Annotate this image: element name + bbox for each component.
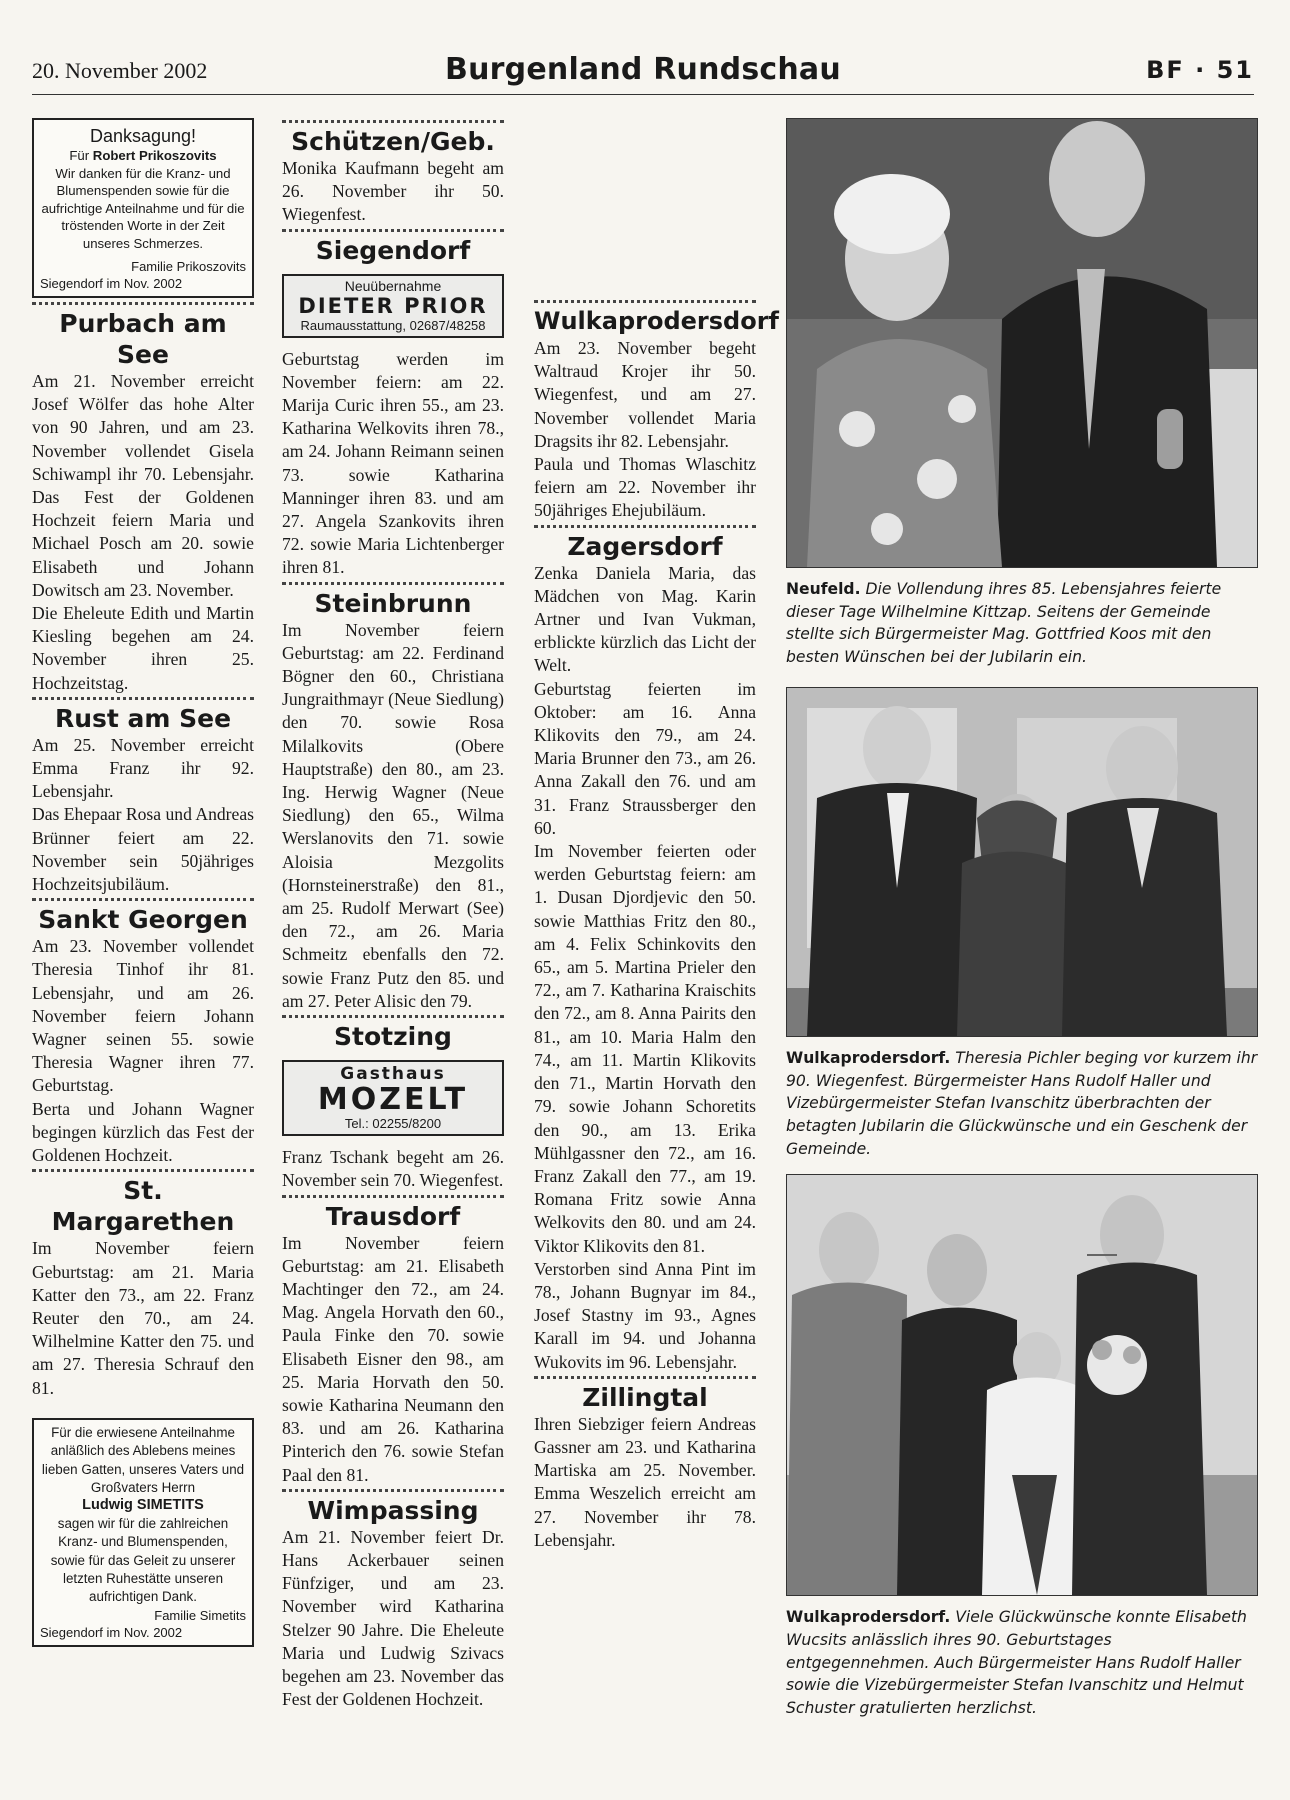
ad-line-2: Tel.: 02255/8200 bbox=[344, 1116, 442, 1132]
text-rust-2: Das Ehepaar Rosa und Andreas Brünner feiert am 22. November sein 50jähriges Hochzeitsjubiläum. bbox=[32, 804, 254, 895]
text-zagersdorf-4: Verstorben sind Anna Pint im 78., Johann Bugnyar im 84., Josef Stastny im 93., Agnes Karall im 94. und Johanna Wukovits im 96. Lebensjahr. bbox=[534, 1258, 756, 1372]
photo-pichler-image bbox=[787, 688, 1257, 1036]
text-stotzing-1: Franz Tschank begeht am 26. November sein 70. Wiegenfest. bbox=[282, 1147, 504, 1191]
column-2 bbox=[282, 118, 504, 1711]
dotted-separator bbox=[534, 300, 756, 303]
text-trausdorf-1: Im November feiern Geburtstag: am 21. Elisabeth Machtinger den 72., am 24. Mag. Angela Horvath den 60., Paula Finke den 70. sowie Elisabeth Eisner den 98., am 25. Maria Horvath den 50. sowie Katharina Neumann den 83. und am 26. Katharina Pinterich den 76. sowie Stefan Paal den 81. bbox=[282, 1232, 504, 1485]
caption-text: Viele Glückwünsche konnte Elisabeth Wucsits anlässlich ihres 90. Geburtstages entgegennehmen. Auch Bürgermeister Hans Rudolf Haller sowie die Vizebürgermeister Stefan Ivanschitz und Helmut Schuster gratulierten herzlichst. bbox=[786, 1608, 1247, 1718]
notice-family: Familie Prikoszovits bbox=[131, 259, 246, 274]
dotted-separator bbox=[282, 1195, 504, 1198]
caption-place: Wulkaprodersdorf. bbox=[786, 1048, 951, 1067]
notice-text: Wir danken für die Kranz- und Blumenspenden sowie für die aufrichtige Anteilnahme und für die tröstenden Worte in der Zeit unseres Schmerzes. bbox=[41, 165, 245, 251]
heading-wulkaprodersdorf: Wulkaprodersdorf bbox=[534, 307, 779, 335]
photo-neufeld-image bbox=[787, 119, 1257, 567]
issue-date: 20. November 2002 bbox=[32, 58, 208, 83]
heading-purbach: Purbach am See bbox=[59, 309, 227, 369]
dotted-separator bbox=[282, 1015, 504, 1018]
text-schuetzen-1: Monika Kaufmann begeht am 26. November ihr 50. Wiegenfest. bbox=[282, 158, 504, 225]
notice-for-prefix: Für bbox=[69, 148, 90, 163]
dotted-separator bbox=[282, 1489, 504, 1492]
ad-line-2: Raumausstattung, 02687/48258 bbox=[300, 317, 486, 333]
text-zagersdorf-3: Im November feierten oder werden Geburtstag feiern: am 1. Dusan Djordjevic den 50. sowie Matthias Fritz den 80., am 4. Felix Schinkovits den 65., am 5. Martina Prieler den 72., am 7. Katharina Kraischits den 72., am 8. Anna Pairits den 81., am 10. Maria Halm den 74., am 11. Martin Klikovits den 71., Martin Horvath den 79. sowie Johann Schoretits den 90., am 13. Erika Mühlgassner den 72., am 16. Franz Zakall den 77., am 19. Romana Fritz sowie Anna Welkovits den 80. und am 24. Viktor Klikovits den 81. bbox=[534, 841, 756, 1256]
photo-wulkaprodersdorf-pichler bbox=[786, 687, 1258, 1037]
page-header bbox=[32, 50, 1254, 95]
notice-text-2: sagen wir für die zahlreichen Kranz- und Blumenspenden, sowie für das Geleit zu unserer letzten Ruhestätte unseren aufrichtigen Dank. bbox=[50, 1515, 236, 1605]
text-rust-1: Am 25. November erreicht Emma Franz ihr 92. Lebensjahr. bbox=[32, 734, 254, 802]
photo-neufeld bbox=[786, 118, 1258, 568]
text-wulkaprodersdorf-1: Am 23. November begeht Waltraud Krojer ihr 50. Wiegenfest, und am 27. November vollendet Maria Dragsits ihr 82. Lebensjahr. bbox=[534, 338, 756, 451]
notice-title: Danksagung! bbox=[89, 126, 197, 146]
notice-name: Ludwig SIMETITS bbox=[82, 1497, 204, 1514]
heading-schuetzen: Schützen/Geb. bbox=[291, 127, 495, 156]
text-wulkaprodersdorf-2: Paula und Thomas Wlaschitz feiern am 22. November ihr 50jähriges Ehejubiläum. bbox=[534, 454, 756, 521]
caption-wulkaprodersdorf-wucsits bbox=[786, 1606, 1258, 1720]
dotted-separator bbox=[32, 1169, 254, 1172]
newspaper-title: Burgenland Rundschau bbox=[445, 52, 841, 87]
heading-siegendorf: Siegendorf bbox=[315, 235, 471, 265]
dotted-separator bbox=[282, 229, 504, 232]
heading-zillingtal: Zillingtal bbox=[582, 1382, 708, 1412]
page-number: BF · 51 bbox=[1146, 56, 1254, 84]
dotted-separator bbox=[32, 697, 254, 700]
notice-place: Siegendorf im Nov. 2002 bbox=[40, 1624, 183, 1640]
heading-sankt-georgen: Sankt Georgen bbox=[38, 905, 248, 935]
text-sankt-georgen-1: Am 23. November vollendet Theresia Tinhof ihr 81. Lebensjahr, und am 26. November feiern Johann Wagner seinen 55. sowie Theresia Wagner ihren 77. Geburtstag. bbox=[32, 936, 254, 1096]
text-steinbrunn-1: Im November feiern Geburtstag: am 22. Ferdinand Bögner den 60., Christiana Jungraithmayr (Neue Siedlung) den 70. sowie Rosa Milalkovits (Obere Hauptstraße) den 80., am 23. Ing. Herwig Wagner (Neue Siedlung) den 65., Wilma Werslanovits den 71. sowie Aloisia Mezgolits (Hornsteinerstraße) den 81., am 25. Rudolf Merwart (See) den 72., am 26. Maria Schmeitz ebenfalls den 72. sowie Franz Putz den 85. und am 27. Peter Alisic den 79. bbox=[282, 619, 504, 1011]
caption-place: Wulkaprodersdorf. bbox=[786, 1608, 951, 1627]
photo-column bbox=[786, 118, 1258, 1720]
heading-st-margarethen: St. Margarethen bbox=[51, 1176, 235, 1237]
text-zagersdorf-1: Zenka Daniela Maria, das Mädchen von Mag. Karin Artner und Ivan Vukman, erblickte kürzlich das Licht der Welt. bbox=[534, 562, 756, 676]
text-purbach-1: Am 21. November erreicht Josef Wölfer das hohe Alter von 90 Jahren, und am 23. November vollendet Gisela Schiwampl ihr 70. Lebensjahr. Das Fest der Goldenen Hochzeit feiern Maria und Michael Posch am 20. sowie Elisabeth und Johann Dowitsch am 23. November. bbox=[32, 371, 254, 600]
caption-wulkaprodersdorf-pichler bbox=[786, 1047, 1258, 1161]
ad-name: DIETER PRIOR bbox=[298, 293, 488, 318]
ad-line-1: Neuübernahme bbox=[344, 277, 442, 294]
text-zagersdorf-2: Geburtstag feierten im Oktober: am 16. Anna Klikovits den 79., am 24. Maria Brunner den 73., am 26. Anna Zakall den 76. und am 31. Franz Straussberger den 60. bbox=[534, 678, 756, 838]
notice-for-line bbox=[40, 147, 246, 165]
caption-text: Theresia Pichler beging vor kurzem ihr 90. Wiegenfest. Bürgermeister Hans Rudolf Haller und Vizebürgermeister Stefan Ivanschitz überbrachten der betagten Jubilarin die Glückwünsche und ein Geschenk der Gemeinde. bbox=[786, 1048, 1258, 1158]
dotted-separator bbox=[282, 120, 504, 123]
heading-stotzing: Stotzing bbox=[334, 1022, 452, 1052]
text-wimpassing-1: Am 21. November feiert Dr. Hans Ackerbauer seinen Fünfziger, und am 23. November wird Katharina Stelzer 90 Jahre. Die Eheleute Maria und Ludwig Szivacs begehen am 23. November das Fest der Goldenen Hochzeit. bbox=[282, 1526, 504, 1710]
photo-wulkaprodersdorf-wucsits bbox=[786, 1174, 1258, 1596]
text-sankt-georgen-2: Berta und Johann Wagner begingen kürzlich das Fest der Goldenen Hochzeit. bbox=[32, 1098, 254, 1166]
text-st-margarethen-1: Im November feiern Geburtstag: am 21. Maria Katter den 73., am 22. Franz Reuter den 70., am 24. Wilhelmine Katter den 75. und am 27. Theresia Schrauf den 81. bbox=[32, 1238, 254, 1398]
heading-steinbrunn: Steinbrunn bbox=[314, 588, 472, 618]
danksagung-simetits-notice bbox=[32, 1418, 254, 1647]
heading-wimpassing: Wimpassing bbox=[307, 1495, 479, 1525]
notice-text-1: Für die erwiesene Anteilnahme anläßlich des Ablebens meines lieben Gatten, unseres Vaters und Großvaters Herrn bbox=[41, 1424, 245, 1495]
text-purbach-2: Die Eheleute Edith und Martin Kiesling begehen am 24. November ihren 25. Hochzeitstag. bbox=[32, 603, 254, 693]
ad-gasthaus-mozelt bbox=[282, 1060, 504, 1136]
column-3 bbox=[534, 120, 779, 1552]
text-zillingtal-1: Ihren Siebziger feiern Andreas Gassner am 23. und Katharina Martiska am 25. November. Emma Weszelich erreicht am 27. November ihr 78. Lebensjahr. bbox=[534, 1413, 756, 1550]
danksagung-prikoszovits-notice bbox=[32, 118, 254, 298]
ad-line-1: Gasthaus bbox=[340, 1064, 446, 1085]
column-3-top-spacer bbox=[534, 120, 756, 298]
text-siegendorf-1: Geburtstag werden im November feiern: am 22. Marija Curic ihren 55., am 23. Katharina Welkovits ihren 78., am 24. Johann Reimann seinen 73. sowie Katharina Manninger ihren 83. und am 27. Angela Szankovits ihren 72. sowie Maria Lichtenberger ihren 81. bbox=[282, 348, 504, 578]
dotted-separator bbox=[32, 898, 254, 901]
dotted-separator bbox=[534, 525, 756, 528]
heading-zagersdorf: Zagersdorf bbox=[567, 531, 723, 561]
dotted-separator bbox=[534, 1376, 756, 1379]
dotted-separator bbox=[282, 582, 504, 585]
dotted-separator bbox=[32, 302, 254, 305]
notice-name: Robert Prikoszovits bbox=[92, 148, 217, 163]
notice-family: Familie Simetits bbox=[154, 1607, 246, 1623]
photo-wucsits-image bbox=[787, 1175, 1257, 1595]
ad-name: MOZELT bbox=[317, 1082, 469, 1118]
caption-text: Die Vollendung ihres 85. Lebensjahres feierte dieser Tage Wilhelmine Kittzap. Seitens der Gemeinde stellte sich Bürgermeister Mag. Gottfried Koos mit den besten Wünschen bei der Jubilarin ein. bbox=[786, 580, 1222, 667]
column-1 bbox=[32, 118, 254, 1647]
heading-rust: Rust am See bbox=[54, 703, 232, 733]
notice-place: Siegendorf im Nov. 2002 bbox=[40, 276, 183, 291]
caption-place: Neufeld. bbox=[786, 580, 861, 598]
ad-dieter-prior bbox=[282, 274, 504, 338]
heading-trausdorf: Trausdorf bbox=[325, 1201, 461, 1231]
caption-neufeld bbox=[786, 578, 1258, 669]
